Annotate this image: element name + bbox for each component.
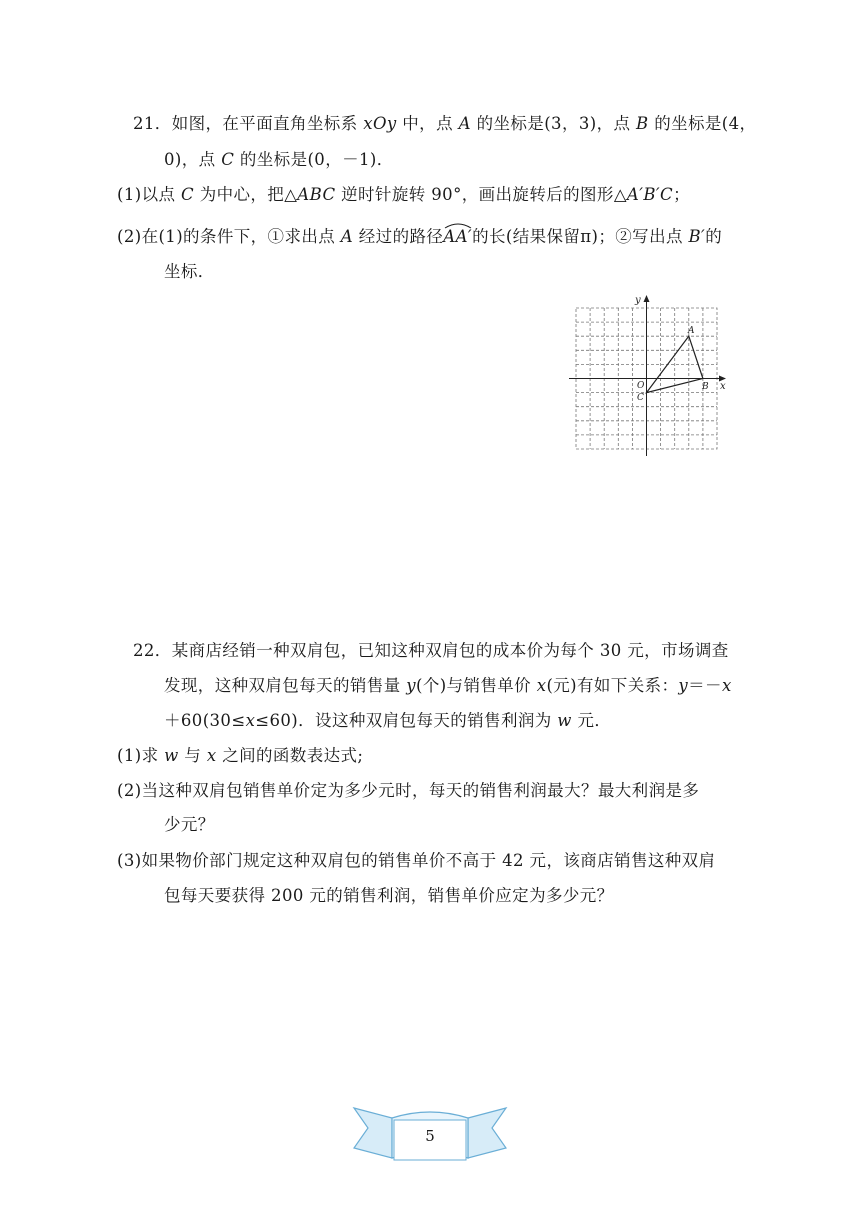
q22-line-2: 发现，这种双肩包每天的销售量 y(个)与销售单价 x(元)有如下关系：y＝－x bbox=[164, 676, 732, 695]
point-A: A bbox=[340, 227, 354, 246]
q21-part-2-line-2: 坐标． bbox=[164, 262, 215, 281]
ribbon-right-tail bbox=[468, 1108, 506, 1158]
q22-part-3-line-1: (3)如果物价部门规定这种双肩包的销售单价不高于 42 元，该商店销售这种双肩 bbox=[117, 851, 716, 870]
q22-part-1: (1)求 w 与 x 之间的函数表达式; bbox=[117, 746, 364, 765]
q22-line-3: ＋60(30≤x≤60)．设这种双肩包每天的销售利润为 w 元． bbox=[164, 711, 612, 730]
point-B-prime: B′ bbox=[688, 227, 706, 246]
q22-part-2-line-1: (2)当这种双肩包销售单价定为多少元时，每天的销售利润最大？最大利润是多 bbox=[117, 781, 700, 800]
var-x: x bbox=[206, 746, 217, 765]
triangle-image: A′B′C bbox=[626, 185, 674, 204]
q21-line-2: 0)，点 C 的坐标是(0，－1)． bbox=[164, 150, 394, 169]
var-y: y bbox=[678, 676, 689, 695]
axis-label-y: y bbox=[635, 295, 641, 306]
q21-part-2-line-1: (2)在(1)的条件下，①求出点 A 经过的路径AA′ 的长(结果保留π)；②写出点 B′的 bbox=[117, 226, 722, 248]
point-C: C bbox=[181, 185, 195, 204]
var-w: w bbox=[164, 746, 179, 765]
var-x: x bbox=[363, 114, 373, 133]
axis-label-x: x bbox=[720, 381, 726, 392]
y-axis-arrow bbox=[644, 295, 650, 302]
arc-AA-prime: AA′ bbox=[443, 226, 472, 248]
triangle-ABC: ABC bbox=[297, 185, 336, 204]
var-w: w bbox=[557, 711, 572, 730]
point-A: A bbox=[458, 114, 471, 133]
ribbon-left-tail bbox=[354, 1108, 392, 1158]
q21-part-1: (1)以点 C 为中心，把△ABC 逆时针旋转 90°，画出旋转后的图形△A′B′C； bbox=[117, 185, 690, 204]
var-y: y bbox=[386, 114, 397, 133]
var-y: y bbox=[406, 676, 416, 695]
page-number: 5 bbox=[425, 1127, 435, 1145]
arc-symbol-path bbox=[445, 224, 471, 228]
point-label-a: A bbox=[688, 326, 695, 336]
arc-symbol bbox=[443, 221, 473, 229]
point-label-b: B bbox=[702, 382, 709, 392]
q22-part-3-line-2: 包每天要获得 200 元的销售利润，销售单价应定为多少元？ bbox=[164, 886, 614, 905]
point-label-c: C bbox=[637, 393, 644, 403]
coordinate-grid-figure bbox=[566, 292, 732, 458]
point-label-o: O bbox=[637, 381, 645, 391]
var-x: x bbox=[536, 676, 547, 695]
q22-line-1: 22．某商店经销一种双肩包，已知这种双肩包的成本价为每个 30 元，市场调查 bbox=[133, 641, 729, 660]
point-C: C bbox=[221, 150, 235, 169]
point-B: B bbox=[636, 114, 649, 133]
var-O: O bbox=[372, 114, 387, 133]
q21-line-1: 21．如图，在平面直角坐标系 xOy 中，点 A 的坐标是(3，3)，点 B 的坐标是(4， bbox=[133, 114, 757, 133]
q22-part-2-line-2: 少元？ bbox=[164, 815, 215, 834]
var-x: x bbox=[721, 676, 732, 695]
var-x: x bbox=[245, 711, 256, 730]
